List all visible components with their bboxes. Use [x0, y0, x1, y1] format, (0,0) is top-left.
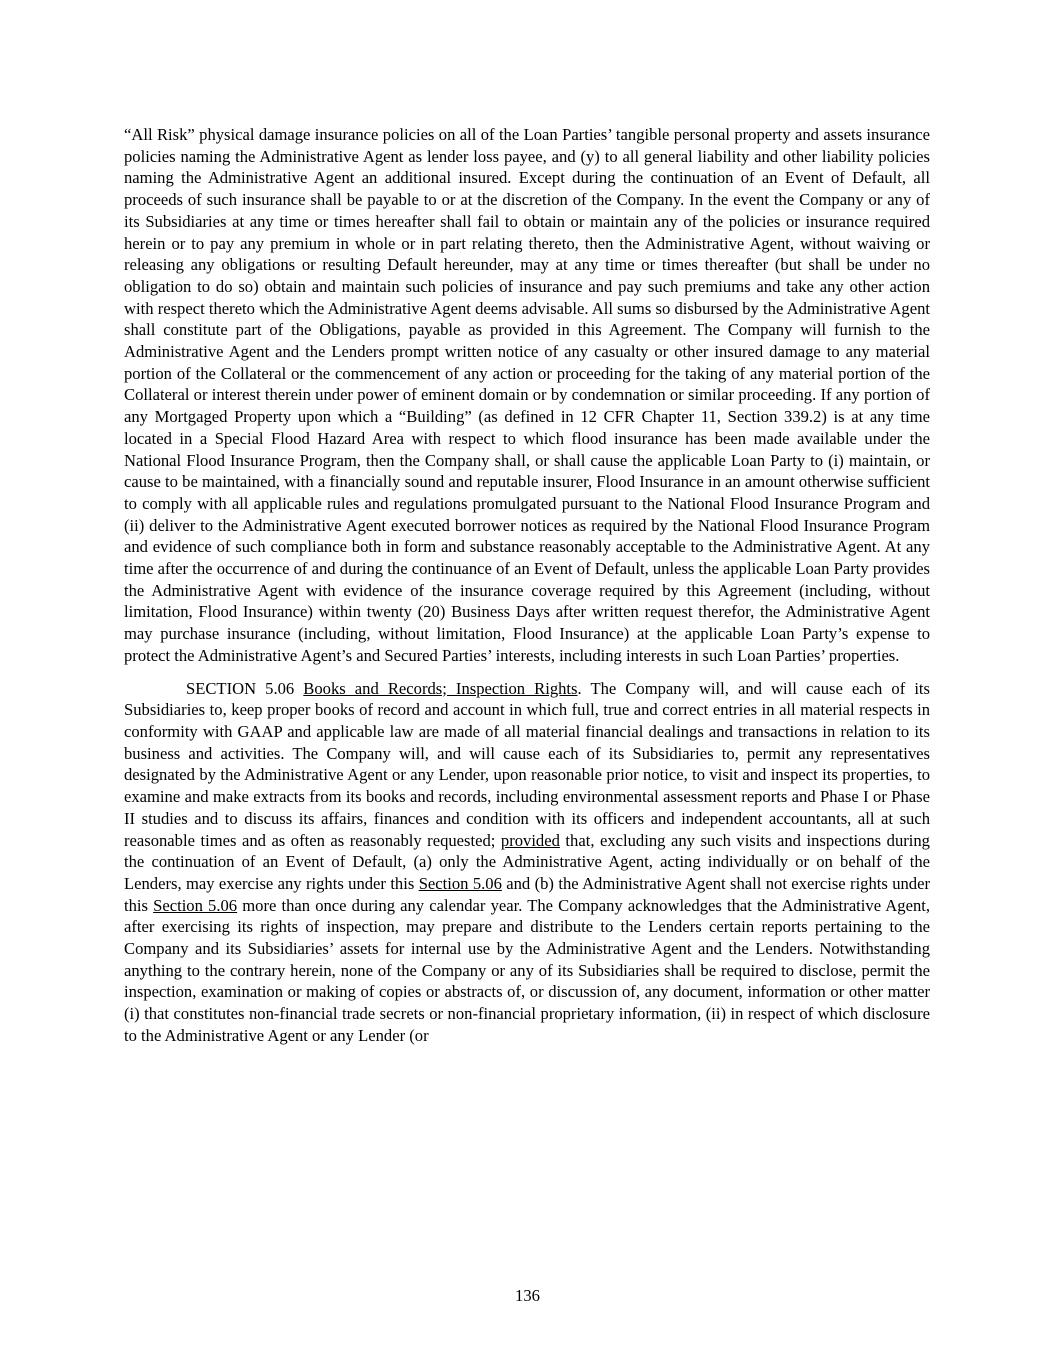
paragraph-insurance-text: “All Risk” physical damage insurance policies on all of the Loan Parties’ tangible personal property and assets insurance policies naming the Administrative Agent as lender loss payee, and (y) to all general liability and other liability policies naming the Administrative Agent an additional insured. Except during the continuation of an Event of Default, all proceeds of such insurance shall be payable to or at the discretion of the Company. In the event the Company or any of its Subsidiaries at any time or times hereafter shall fail to obtain or maintain any of the policies or insurance required herein or to pay any premium in whole or in part relating thereto, then the Administrative Agent, without waiving or releasing any obligations or resulting Default hereunder, may at any time or times thereafter (but shall be under no obligation to do so) obtain and maintain such policies of insurance and pay such premiums and take any other action with respect thereto which the Administrative Agent deems advisable. All sums so disbursed by the Administrative Agent shall constitute part of the Obligations, payable as provided in this Agreement. The Company will furnish to the Administrative Agent and the Lenders prompt written notice of any casualty or other insured damage to any material portion of the Collateral or the commencement of any action or proceeding for the taking of any material portion of the Collateral or interest therein under power of eminent domain or by condemnation or similar proceeding. If any portion of any Mortgaged Property upon which a “Building” (as defined in 12 CFR Chapter 11, Section 339.2) is at any time located in a Special Flood Hazard Area with respect to which flood insurance has been made available under the National Flood Insurance Program, then the Company shall, or shall cause the applicable Loan Party to (i) maintain, or cause to be maintained, with a financially sound and reputable insurer, Flood Insurance in an amount otherwise sufficient to comply with all applicable rules and regulations promulgated pursuant to the National Flood Insurance Program and (ii) deliver to the Administrative Agent executed borrower notices as required by the National Flood Insurance Program and evidence of such compliance both in form and substance reasonably acceptable to the Administrative Agent. At any time after the occurrence of and during the continuance of an Event of Default, unless the applicable Loan Party provides the Administrative Agent with evidence of the insurance coverage required by this Agreement (including, without limitation, Flood Insurance) within twenty (20) Business Days after written request therefor, the Administrative Agent may purchase insurance (including, without limitation, Flood Insurance) at the applicable Loan Party’s expense to protect the Administrative Agent’s and Secured Parties’ interests, including interests in such Loan Parties’ properties. — [124, 125, 930, 665]
paragraph-text-part2: that, excluding any such visits and inspections during the continuation of an Event of Default, (a) only the Administrative Agent, acting individually or on behalf of the Lenders, may exercise any rights under this — [124, 830, 930, 893]
paragraph-text-part3: and (b) the Administrative Agent shall not exercise rights under this — [124, 873, 930, 915]
section-reference-2: Section 5.06 — [153, 895, 238, 915]
paragraph-insurance — [124, 124, 930, 667]
body-text — [124, 124, 930, 1047]
paragraph-text-part4: more than once during any calendar year. The Company acknowledges that the Administrative Agent, after exercising its rights of inspection, may prepare and distribute to the Lenders certain reports pertaining to the Company and its Subsidiaries’ assets for internal use by the Administrative Agent and the Lenders. Notwithstanding anything to the contrary herein, none of the Company or any of its Subsidiaries shall be required to disclose, permit the inspection, examination or making of copies or abstracts of, or discussion of, any document, information or other matter (i) that constitutes non-financial trade secrets or non-financial proprietary information, (ii) in respect of which disclosure to the Administrative Agent or any Lender (or — [124, 895, 930, 1045]
defined-term-provided: provided — [500, 830, 560, 850]
section-heading: Books and Records; Inspection Rights — [303, 678, 578, 698]
section-reference-1: Section 5.06 — [418, 873, 502, 893]
paragraph-section-5-06 — [124, 678, 930, 1047]
page-number: 136 — [515, 1286, 540, 1305]
paragraph-text-intro: . The Company will, and will cause each of its Subsidiaries to, keep proper books of record and account in which full, true and correct entries in all material respects in conformity with GAAP and applicable law are made of all material financial dealings and transactions in relation to its business and activities. The Company will, and will cause each of its Subsidiaries to, permit any representatives designated by the Administrative Agent or any Lender, upon reasonable prior notice, to visit and inspect its properties, to examine and make extracts from its books and records, including environmental assessment reports and Phase I or Phase II studies and to discuss its affairs, finances and condition with its officers and independent accountants, all at such reasonable times and as often as reasonably requested; — [124, 678, 930, 850]
section-number: SECTION 5.06 — [186, 678, 295, 698]
